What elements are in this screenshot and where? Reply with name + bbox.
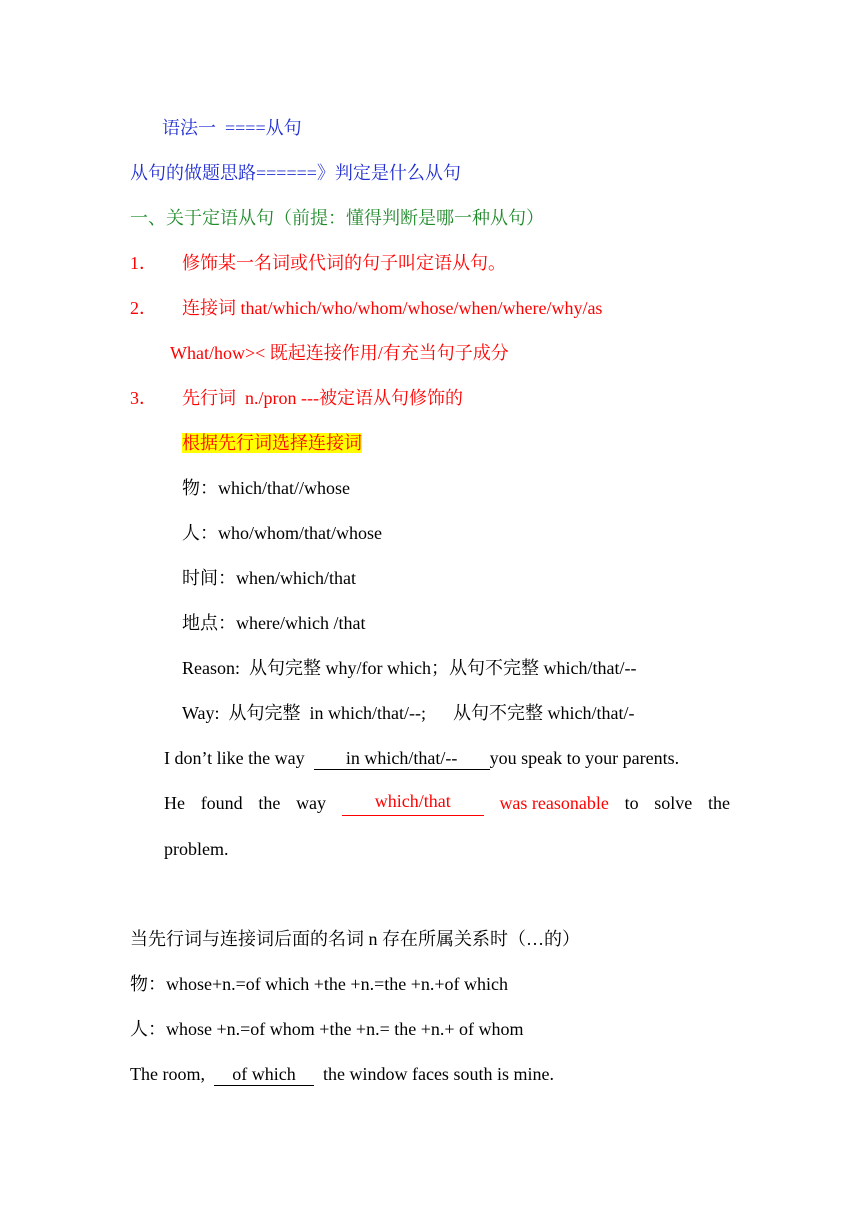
- example-text: the window faces south is mine.: [313, 1064, 554, 1084]
- example-text: I don’t like the way: [164, 748, 314, 768]
- fill-blank: which/that: [342, 790, 484, 816]
- word: He: [164, 793, 185, 813]
- choice-thing: 物：which/that//whose: [182, 478, 350, 498]
- word: to: [624, 793, 639, 813]
- word: the: [707, 793, 730, 813]
- highlighted-text: 根据先行词选择连接词: [182, 433, 362, 453]
- example-text: you speak to your parents.: [489, 748, 680, 768]
- highlight-heading: [182, 430, 362, 456]
- list-text: 连接词 that/which/who/whom/whose/when/where/why/as: [182, 298, 603, 318]
- choice-time: 时间：when/which/that: [182, 568, 356, 588]
- word: found: [200, 793, 243, 813]
- subtitle: 从句的做题思路======》判定是什么从句: [130, 163, 461, 183]
- possession-thing: 物：whose+n.=of which +the +n.=the +n.+of which: [130, 974, 508, 994]
- list-text: 修饰某一名词或代词的句子叫定语从句。: [182, 253, 506, 273]
- example-sentence-2-continuation: problem.: [164, 839, 229, 859]
- choice-reason: Reason: 从句完整 why/for which；从句不完整 which/that/--: [182, 658, 637, 678]
- choice-way: Way: 从句完整 in which/that/--; 从句不完整 which/that/-: [182, 703, 635, 723]
- list-item-2-continuation: What/how>< 既起连接作用/有充当句子成分: [170, 343, 509, 363]
- page-title: [162, 115, 302, 141]
- example-sentence-2: [164, 790, 730, 816]
- example-sentence-1: [164, 745, 679, 771]
- list-number: 1．: [130, 253, 157, 273]
- list-number: 2．: [130, 298, 157, 318]
- example-text: The room,: [130, 1064, 214, 1084]
- red-phrase: was reasonable: [499, 793, 609, 813]
- word: way: [296, 793, 327, 813]
- possession-intro: 当先行词与连接词后面的名词 n 存在所属关系时（…的）: [130, 929, 580, 949]
- section-heading: 一、关于定语从句（前提：懂得判断是哪一种从句）: [130, 208, 544, 228]
- list-item-1: [130, 250, 506, 276]
- choice-person: 人：who/whom/that/whose: [182, 523, 382, 543]
- example-sentence-3: [130, 1061, 554, 1087]
- choice-place: 地点：where/which /that: [182, 613, 366, 633]
- list-number: 3．: [130, 388, 157, 408]
- fill-blank: in which/that/--: [314, 747, 490, 770]
- possession-person: 人：whose +n.=of whom +the +n.= the +n.+ of whom: [130, 1019, 524, 1039]
- list-item-3: [130, 385, 463, 411]
- list-text: 先行词 n./pron ---被定语从句修饰的: [182, 388, 463, 408]
- word: the: [258, 793, 281, 813]
- list-item-2: [130, 295, 602, 321]
- title-suffix: ====从句: [225, 118, 302, 138]
- fill-blank: of which: [214, 1063, 314, 1086]
- title-prefix: 语法一: [162, 118, 221, 138]
- word: solve: [654, 793, 693, 813]
